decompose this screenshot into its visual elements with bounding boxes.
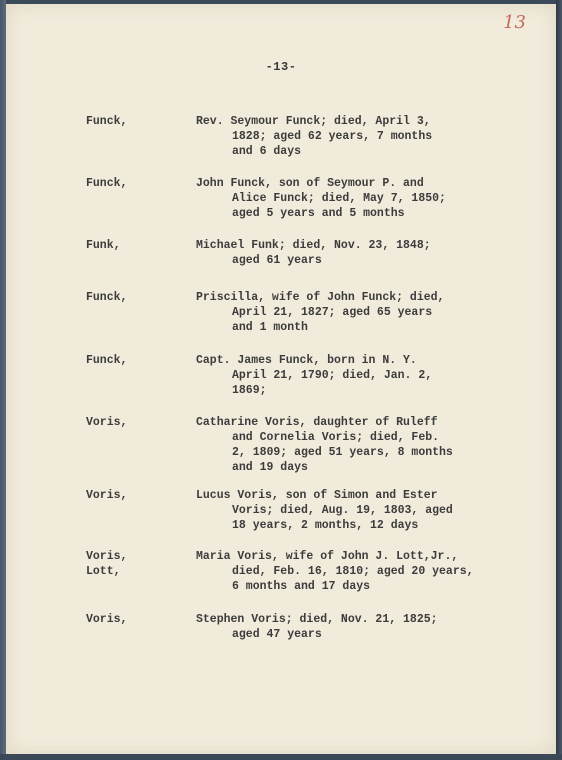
page-number: -13- <box>265 60 297 74</box>
record-line: 2, 1809; aged 51 years, 8 months <box>232 446 453 459</box>
record-line: Lucus Voris, son of Simon and Ester <box>196 489 438 502</box>
record-line: died, Feb. 16, 1810; aged 20 years, <box>232 565 474 578</box>
record-line: and 1 month <box>232 321 308 334</box>
entry-surname: Funk, <box>86 239 121 252</box>
entry-record <box>196 353 536 398</box>
record-line: 1869; <box>232 384 267 397</box>
record-line: aged 5 years and 5 months <box>232 207 405 220</box>
record-line: Rev. Seymour Funck; died, April 3, <box>196 115 431 128</box>
entry-surname: Funck, <box>86 115 128 128</box>
record-line: 6 months and 17 days <box>232 580 371 593</box>
record-line: Stephen Voris; died, Nov. 21, 1825; <box>196 613 438 626</box>
bottom-scan-edge <box>0 754 562 760</box>
entry-surname: Funck, <box>86 291 128 304</box>
entry-surname: Voris, <box>86 416 128 429</box>
entry-record <box>196 612 536 642</box>
record-line: 18 years, 2 months, 12 days <box>232 519 419 532</box>
entry-surname: Voris, <box>86 489 128 502</box>
record-line: aged 61 years <box>232 254 322 267</box>
record-line: April 21, 1790; died, Jan. 2, <box>232 369 433 382</box>
record-line: Maria Voris, wife of John J. Lott,Jr., <box>196 550 459 563</box>
record-line: and Cornelia Voris; died, Feb. <box>232 431 440 444</box>
entry-surname: Voris, <box>86 613 128 626</box>
entry-surname: Voris, Lott, <box>86 550 128 578</box>
record-line: Alice Funck; died, May 7, 1850; <box>232 192 446 205</box>
entry-surname: Funck, <box>86 177 128 190</box>
record-line: Michael Funk; died, Nov. 23, 1848; <box>196 239 431 252</box>
record-line: Capt. James Funck, born in N. Y. <box>196 354 417 367</box>
entry-record <box>196 238 536 268</box>
entry-record <box>196 415 536 475</box>
record-line: and 6 days <box>232 145 302 158</box>
record-line: Voris; died, Aug. 19, 1803, aged <box>232 504 453 517</box>
record-line: aged 47 years <box>232 628 322 641</box>
record-line: Priscilla, wife of John Funck; died, <box>196 291 445 304</box>
record-line: Catharine Voris, daughter of Ruleff <box>196 416 438 429</box>
record-line: 1828; aged 62 years, 7 months <box>232 130 433 143</box>
right-scan-edge <box>556 0 562 760</box>
entry-record <box>196 114 536 159</box>
entry-record <box>196 290 536 335</box>
record-line: John Funck, son of Seymour P. and <box>196 177 424 190</box>
handwritten-page-mark: 13 <box>503 12 526 33</box>
entry-record <box>196 176 536 221</box>
record-line: April 21, 1827; aged 65 years <box>232 306 433 319</box>
entry-record <box>196 488 536 533</box>
document-page <box>6 4 556 754</box>
entry-record <box>196 549 536 594</box>
entry-surname: Funck, <box>86 354 128 367</box>
record-line: and 19 days <box>232 461 308 474</box>
